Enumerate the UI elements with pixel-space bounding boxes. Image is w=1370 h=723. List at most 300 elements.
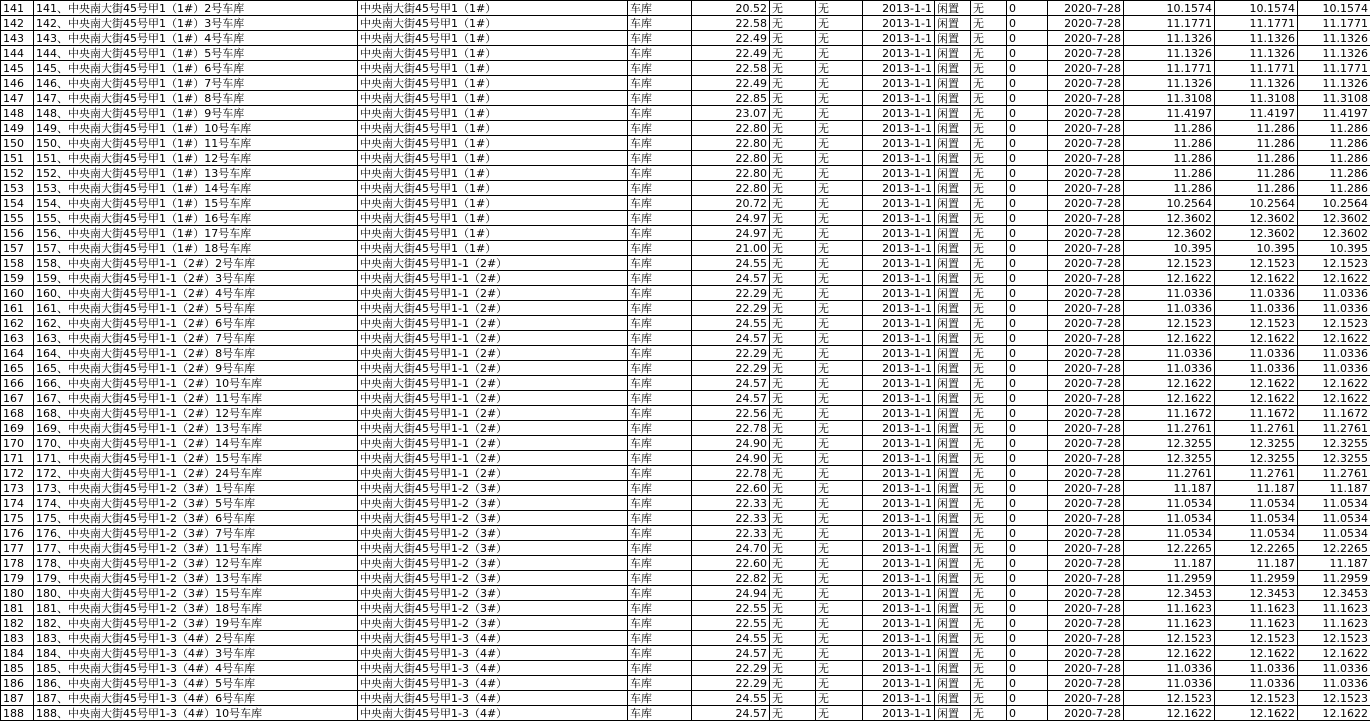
cell-area[interactable]: 22.55 (692, 601, 770, 616)
cell-address[interactable]: 中央南大街45号甲1-2（3#） (358, 571, 628, 586)
cell-none-1[interactable]: 无 (770, 346, 816, 361)
cell-value-3[interactable]: 11.187 (1298, 481, 1370, 496)
cell-area[interactable]: 24.55 (692, 316, 770, 331)
cell-property-name[interactable]: 170、中央南大街45号甲1-1（2#）14号车库 (34, 436, 358, 451)
cell-eval-date[interactable]: 2020-7-28 (1048, 136, 1124, 151)
cell-date[interactable]: 2013-1-1 (863, 526, 935, 541)
cell-property-name[interactable]: 179、中央南大街45号甲1-2（3#）13号车库 (34, 571, 358, 586)
cell-area[interactable]: 22.58 (692, 61, 770, 76)
cell-area[interactable]: 22.78 (692, 421, 770, 436)
cell-property-name[interactable]: 188、中央南大街45号甲1-3（4#）10号车库 (34, 706, 358, 721)
cell-none-2[interactable]: 无 (816, 61, 863, 76)
cell-status[interactable]: 闲置 (935, 256, 971, 271)
cell-none-3[interactable]: 无 (971, 346, 1007, 361)
cell-value-2[interactable]: 10.2564 (1215, 196, 1298, 211)
cell-value-1[interactable]: 11.1672 (1124, 406, 1215, 421)
cell-eval-date[interactable]: 2020-7-28 (1048, 181, 1124, 196)
cell-type[interactable]: 车库 (628, 541, 692, 556)
cell-date[interactable]: 2013-1-1 (863, 421, 935, 436)
cell-address[interactable]: 中央南大街45号甲1-2（3#） (358, 601, 628, 616)
cell-value-3[interactable]: 12.3602 (1298, 211, 1370, 226)
cell-eval-date[interactable]: 2020-7-28 (1048, 241, 1124, 256)
cell-eval-date[interactable]: 2020-7-28 (1048, 496, 1124, 511)
cell-property-name[interactable]: 177、中央南大街45号甲1-2（3#）11号车库 (34, 541, 358, 556)
cell-status[interactable]: 闲置 (935, 391, 971, 406)
cell-none-3[interactable]: 无 (971, 421, 1007, 436)
cell-none-3[interactable]: 无 (971, 76, 1007, 91)
cell-eval-date[interactable]: 2020-7-28 (1048, 586, 1124, 601)
cell-value-2[interactable]: 12.1622 (1215, 646, 1298, 661)
cell-row-number[interactable]: 175 (1, 511, 34, 526)
cell-area[interactable]: 24.97 (692, 226, 770, 241)
cell-zero[interactable]: 0 (1007, 691, 1048, 706)
cell-eval-date[interactable]: 2020-7-28 (1048, 676, 1124, 691)
cell-none-1[interactable]: 无 (770, 1, 816, 16)
cell-type[interactable]: 车库 (628, 646, 692, 661)
cell-value-1[interactable]: 11.0336 (1124, 286, 1215, 301)
cell-property-name[interactable]: 169、中央南大街45号甲1-1（2#）13号车库 (34, 421, 358, 436)
cell-eval-date[interactable]: 2020-7-28 (1048, 376, 1124, 391)
cell-none-1[interactable]: 无 (770, 211, 816, 226)
cell-status[interactable]: 闲置 (935, 631, 971, 646)
cell-row-number[interactable]: 160 (1, 286, 34, 301)
cell-type[interactable]: 车库 (628, 151, 692, 166)
cell-date[interactable]: 2013-1-1 (863, 256, 935, 271)
cell-value-3[interactable]: 11.286 (1298, 166, 1370, 181)
cell-none-2[interactable]: 无 (816, 196, 863, 211)
cell-none-1[interactable]: 无 (770, 451, 816, 466)
cell-none-1[interactable]: 无 (770, 241, 816, 256)
cell-value-3[interactable]: 11.1771 (1298, 61, 1370, 76)
cell-value-1[interactable]: 12.1622 (1124, 376, 1215, 391)
cell-value-3[interactable]: 12.2265 (1298, 541, 1370, 556)
cell-date[interactable]: 2013-1-1 (863, 436, 935, 451)
cell-value-2[interactable]: 11.286 (1215, 136, 1298, 151)
cell-address[interactable]: 中央南大街45号甲1（1#） (358, 31, 628, 46)
cell-value-1[interactable]: 11.1326 (1124, 76, 1215, 91)
cell-address[interactable]: 中央南大街45号甲1-1（2#） (358, 451, 628, 466)
cell-none-3[interactable]: 无 (971, 151, 1007, 166)
cell-row-number[interactable]: 151 (1, 151, 34, 166)
cell-date[interactable]: 2013-1-1 (863, 16, 935, 31)
cell-value-1[interactable]: 10.2564 (1124, 196, 1215, 211)
cell-area[interactable]: 22.80 (692, 121, 770, 136)
cell-area[interactable]: 22.80 (692, 166, 770, 181)
cell-value-2[interactable]: 11.187 (1215, 481, 1298, 496)
cell-value-2[interactable]: 12.3602 (1215, 211, 1298, 226)
cell-status[interactable]: 闲置 (935, 151, 971, 166)
cell-value-2[interactable]: 11.286 (1215, 151, 1298, 166)
cell-address[interactable]: 中央南大街45号甲1-1（2#） (358, 466, 628, 481)
cell-row-number[interactable]: 172 (1, 466, 34, 481)
cell-area[interactable]: 22.56 (692, 406, 770, 421)
cell-none-1[interactable]: 无 (770, 511, 816, 526)
cell-status[interactable]: 闲置 (935, 706, 971, 721)
cell-none-2[interactable]: 无 (816, 136, 863, 151)
cell-eval-date[interactable]: 2020-7-28 (1048, 661, 1124, 676)
cell-address[interactable]: 中央南大街45号甲1-1（2#） (358, 346, 628, 361)
cell-value-3[interactable]: 11.3108 (1298, 91, 1370, 106)
cell-zero[interactable]: 0 (1007, 616, 1048, 631)
cell-value-2[interactable]: 12.1622 (1215, 391, 1298, 406)
cell-none-3[interactable]: 无 (971, 31, 1007, 46)
cell-none-3[interactable]: 无 (971, 631, 1007, 646)
cell-zero[interactable]: 0 (1007, 91, 1048, 106)
cell-address[interactable]: 中央南大街45号甲1（1#） (358, 196, 628, 211)
cell-value-2[interactable]: 11.1771 (1215, 61, 1298, 76)
cell-date[interactable]: 2013-1-1 (863, 166, 935, 181)
cell-type[interactable]: 车库 (628, 271, 692, 286)
cell-property-name[interactable]: 168、中央南大街45号甲1-1（2#）12号车库 (34, 406, 358, 421)
cell-zero[interactable]: 0 (1007, 571, 1048, 586)
cell-type[interactable]: 车库 (628, 106, 692, 121)
cell-status[interactable]: 闲置 (935, 241, 971, 256)
cell-eval-date[interactable]: 2020-7-28 (1048, 346, 1124, 361)
cell-type[interactable]: 车库 (628, 226, 692, 241)
cell-eval-date[interactable]: 2020-7-28 (1048, 1, 1124, 16)
cell-address[interactable]: 中央南大街45号甲1-3（4#） (358, 661, 628, 676)
cell-none-3[interactable]: 无 (971, 556, 1007, 571)
cell-type[interactable]: 车库 (628, 91, 692, 106)
cell-zero[interactable]: 0 (1007, 31, 1048, 46)
cell-area[interactable]: 22.49 (692, 76, 770, 91)
cell-none-2[interactable]: 无 (816, 301, 863, 316)
cell-address[interactable]: 中央南大街45号甲1-3（4#） (358, 646, 628, 661)
cell-area[interactable]: 24.57 (692, 646, 770, 661)
cell-zero[interactable]: 0 (1007, 706, 1048, 721)
cell-eval-date[interactable]: 2020-7-28 (1048, 31, 1124, 46)
cell-eval-date[interactable]: 2020-7-28 (1048, 616, 1124, 631)
cell-eval-date[interactable]: 2020-7-28 (1048, 511, 1124, 526)
cell-zero[interactable]: 0 (1007, 271, 1048, 286)
cell-type[interactable]: 车库 (628, 136, 692, 151)
cell-type[interactable]: 车库 (628, 451, 692, 466)
cell-value-2[interactable]: 11.286 (1215, 181, 1298, 196)
cell-value-3[interactable]: 10.395 (1298, 241, 1370, 256)
cell-none-2[interactable]: 无 (816, 676, 863, 691)
cell-none-2[interactable]: 无 (816, 391, 863, 406)
cell-none-3[interactable]: 无 (971, 601, 1007, 616)
cell-status[interactable]: 闲置 (935, 286, 971, 301)
cell-row-number[interactable]: 149 (1, 121, 34, 136)
cell-area[interactable]: 24.55 (692, 691, 770, 706)
cell-area[interactable]: 21.00 (692, 241, 770, 256)
cell-none-2[interactable]: 无 (816, 181, 863, 196)
cell-none-2[interactable]: 无 (816, 106, 863, 121)
cell-value-3[interactable]: 11.0336 (1298, 676, 1370, 691)
cell-property-name[interactable]: 178、中央南大街45号甲1-2（3#）12号车库 (34, 556, 358, 571)
cell-area[interactable]: 24.70 (692, 541, 770, 556)
cell-none-3[interactable]: 无 (971, 691, 1007, 706)
cell-none-1[interactable]: 无 (770, 61, 816, 76)
cell-type[interactable]: 车库 (628, 256, 692, 271)
cell-value-3[interactable]: 11.0534 (1298, 511, 1370, 526)
cell-value-3[interactable]: 12.1622 (1298, 331, 1370, 346)
cell-value-1[interactable]: 11.2959 (1124, 571, 1215, 586)
cell-zero[interactable]: 0 (1007, 451, 1048, 466)
cell-value-2[interactable]: 11.286 (1215, 121, 1298, 136)
cell-none-3[interactable]: 无 (971, 166, 1007, 181)
cell-value-2[interactable]: 11.1623 (1215, 601, 1298, 616)
cell-none-2[interactable]: 无 (816, 271, 863, 286)
cell-zero[interactable]: 0 (1007, 226, 1048, 241)
cell-none-1[interactable]: 无 (770, 631, 816, 646)
cell-row-number[interactable]: 164 (1, 346, 34, 361)
cell-property-name[interactable]: 184、中央南大街45号甲1-3（4#）3号车库 (34, 646, 358, 661)
cell-row-number[interactable]: 170 (1, 436, 34, 451)
cell-none-1[interactable]: 无 (770, 691, 816, 706)
cell-property-name[interactable]: 155、中央南大街45号甲1（1#）16号车库 (34, 211, 358, 226)
cell-area[interactable]: 22.29 (692, 286, 770, 301)
cell-address[interactable]: 中央南大街45号甲1-2（3#） (358, 526, 628, 541)
cell-zero[interactable]: 0 (1007, 496, 1048, 511)
cell-none-1[interactable]: 无 (770, 541, 816, 556)
cell-date[interactable]: 2013-1-1 (863, 331, 935, 346)
cell-area[interactable]: 24.57 (692, 271, 770, 286)
cell-type[interactable]: 车库 (628, 376, 692, 391)
cell-status[interactable]: 闲置 (935, 556, 971, 571)
cell-type[interactable]: 车库 (628, 46, 692, 61)
cell-value-1[interactable]: 11.3108 (1124, 91, 1215, 106)
cell-value-2[interactable]: 11.187 (1215, 556, 1298, 571)
cell-none-3[interactable]: 无 (971, 526, 1007, 541)
cell-none-3[interactable]: 无 (971, 331, 1007, 346)
cell-type[interactable]: 车库 (628, 616, 692, 631)
cell-row-number[interactable]: 186 (1, 676, 34, 691)
cell-value-1[interactable]: 12.2265 (1124, 541, 1215, 556)
cell-status[interactable]: 闲置 (935, 166, 971, 181)
cell-property-name[interactable]: 175、中央南大街45号甲1-2（3#）6号车库 (34, 511, 358, 526)
cell-row-number[interactable]: 143 (1, 31, 34, 46)
cell-row-number[interactable]: 155 (1, 211, 34, 226)
cell-none-2[interactable]: 无 (816, 691, 863, 706)
cell-property-name[interactable]: 144、中央南大街45号甲1（1#）5号车库 (34, 46, 358, 61)
cell-none-2[interactable]: 无 (816, 586, 863, 601)
cell-date[interactable]: 2013-1-1 (863, 136, 935, 151)
cell-none-1[interactable]: 无 (770, 646, 816, 661)
cell-value-3[interactable]: 11.2761 (1298, 421, 1370, 436)
cell-value-3[interactable]: 11.1672 (1298, 406, 1370, 421)
cell-date[interactable]: 2013-1-1 (863, 91, 935, 106)
cell-none-1[interactable]: 无 (770, 361, 816, 376)
cell-value-3[interactable]: 11.1771 (1298, 16, 1370, 31)
cell-status[interactable]: 闲置 (935, 616, 971, 631)
cell-type[interactable]: 车库 (628, 61, 692, 76)
cell-none-3[interactable]: 无 (971, 196, 1007, 211)
cell-value-1[interactable]: 12.1622 (1124, 391, 1215, 406)
cell-address[interactable]: 中央南大街45号甲1-3（4#） (358, 706, 628, 721)
cell-address[interactable]: 中央南大街45号甲1-2（3#） (358, 616, 628, 631)
cell-none-2[interactable]: 无 (816, 286, 863, 301)
cell-zero[interactable]: 0 (1007, 286, 1048, 301)
cell-property-name[interactable]: 166、中央南大街45号甲1-1（2#）10号车库 (34, 376, 358, 391)
cell-address[interactable]: 中央南大街45号甲1（1#） (358, 166, 628, 181)
cell-none-2[interactable]: 无 (816, 226, 863, 241)
cell-area[interactable]: 22.60 (692, 556, 770, 571)
cell-value-3[interactable]: 12.3453 (1298, 586, 1370, 601)
cell-date[interactable]: 2013-1-1 (863, 151, 935, 166)
cell-none-1[interactable]: 无 (770, 106, 816, 121)
cell-address[interactable]: 中央南大街45号甲1-1（2#） (358, 436, 628, 451)
cell-row-number[interactable]: 158 (1, 256, 34, 271)
cell-property-name[interactable]: 180、中央南大街45号甲1-2（3#）15号车库 (34, 586, 358, 601)
cell-status[interactable]: 闲置 (935, 346, 971, 361)
cell-zero[interactable]: 0 (1007, 376, 1048, 391)
cell-value-3[interactable]: 11.2959 (1298, 571, 1370, 586)
cell-area[interactable]: 22.82 (692, 571, 770, 586)
cell-date[interactable]: 2013-1-1 (863, 541, 935, 556)
cell-value-2[interactable]: 11.1326 (1215, 76, 1298, 91)
cell-property-name[interactable]: 172、中央南大街45号甲1-1（2#）24号车库 (34, 466, 358, 481)
cell-eval-date[interactable]: 2020-7-28 (1048, 451, 1124, 466)
cell-value-2[interactable]: 12.1523 (1215, 691, 1298, 706)
cell-date[interactable]: 2013-1-1 (863, 211, 935, 226)
cell-value-3[interactable]: 11.2761 (1298, 466, 1370, 481)
cell-none-1[interactable]: 无 (770, 46, 816, 61)
cell-none-1[interactable]: 无 (770, 196, 816, 211)
cell-zero[interactable]: 0 (1007, 421, 1048, 436)
cell-address[interactable]: 中央南大街45号甲1（1#） (358, 16, 628, 31)
cell-status[interactable]: 闲置 (935, 301, 971, 316)
cell-eval-date[interactable]: 2020-7-28 (1048, 256, 1124, 271)
cell-none-3[interactable]: 无 (971, 301, 1007, 316)
cell-type[interactable]: 车库 (628, 691, 692, 706)
cell-value-1[interactable]: 11.2761 (1124, 466, 1215, 481)
cell-address[interactable]: 中央南大街45号甲1-2（3#） (358, 556, 628, 571)
cell-zero[interactable]: 0 (1007, 361, 1048, 376)
cell-eval-date[interactable]: 2020-7-28 (1048, 631, 1124, 646)
cell-zero[interactable]: 0 (1007, 466, 1048, 481)
cell-zero[interactable]: 0 (1007, 136, 1048, 151)
cell-address[interactable]: 中央南大街45号甲1-3（4#） (358, 676, 628, 691)
cell-type[interactable]: 车库 (628, 496, 692, 511)
cell-type[interactable]: 车库 (628, 481, 692, 496)
cell-value-2[interactable]: 11.0534 (1215, 526, 1298, 541)
cell-eval-date[interactable]: 2020-7-28 (1048, 466, 1124, 481)
cell-property-name[interactable]: 148、中央南大街45号甲1（1#）9号车库 (34, 106, 358, 121)
cell-status[interactable]: 闲置 (935, 571, 971, 586)
cell-status[interactable]: 闲置 (935, 511, 971, 526)
cell-value-1[interactable]: 12.1523 (1124, 256, 1215, 271)
cell-property-name[interactable]: 185、中央南大街45号甲1-3（4#）4号车库 (34, 661, 358, 676)
cell-row-number[interactable]: 165 (1, 361, 34, 376)
cell-status[interactable]: 闲置 (935, 601, 971, 616)
cell-type[interactable]: 车库 (628, 316, 692, 331)
cell-property-name[interactable]: 183、中央南大街45号甲1-3（4#）2号车库 (34, 631, 358, 646)
cell-row-number[interactable]: 157 (1, 241, 34, 256)
cell-value-1[interactable]: 12.3255 (1124, 451, 1215, 466)
cell-row-number[interactable]: 178 (1, 556, 34, 571)
cell-property-name[interactable]: 151、中央南大街45号甲1（1#）12号车库 (34, 151, 358, 166)
cell-none-3[interactable]: 无 (971, 376, 1007, 391)
cell-row-number[interactable]: 185 (1, 661, 34, 676)
cell-property-name[interactable]: 156、中央南大街45号甲1（1#）17号车库 (34, 226, 358, 241)
cell-none-1[interactable]: 无 (770, 271, 816, 286)
cell-row-number[interactable]: 171 (1, 451, 34, 466)
cell-type[interactable]: 车库 (628, 586, 692, 601)
cell-zero[interactable]: 0 (1007, 76, 1048, 91)
cell-status[interactable]: 闲置 (935, 46, 971, 61)
cell-type[interactable]: 车库 (628, 1, 692, 16)
cell-type[interactable]: 车库 (628, 676, 692, 691)
cell-none-3[interactable]: 无 (971, 541, 1007, 556)
cell-value-2[interactable]: 11.0534 (1215, 496, 1298, 511)
cell-value-1[interactable]: 12.3453 (1124, 586, 1215, 601)
cell-zero[interactable]: 0 (1007, 541, 1048, 556)
cell-none-2[interactable]: 无 (816, 46, 863, 61)
cell-date[interactable]: 2013-1-1 (863, 181, 935, 196)
cell-row-number[interactable]: 156 (1, 226, 34, 241)
cell-property-name[interactable]: 157、中央南大街45号甲1（1#）18号车库 (34, 241, 358, 256)
cell-status[interactable]: 闲置 (935, 481, 971, 496)
cell-eval-date[interactable]: 2020-7-28 (1048, 196, 1124, 211)
cell-none-2[interactable]: 无 (816, 631, 863, 646)
cell-address[interactable]: 中央南大街45号甲1-1（2#） (358, 421, 628, 436)
cell-none-2[interactable]: 无 (816, 556, 863, 571)
cell-property-name[interactable]: 164、中央南大街45号甲1-1（2#）8号车库 (34, 346, 358, 361)
cell-property-name[interactable]: 161、中央南大街45号甲1-1（2#）5号车库 (34, 301, 358, 316)
cell-address[interactable]: 中央南大街45号甲1（1#） (358, 181, 628, 196)
cell-eval-date[interactable]: 2020-7-28 (1048, 601, 1124, 616)
cell-value-1[interactable]: 11.0534 (1124, 511, 1215, 526)
cell-value-1[interactable]: 11.1623 (1124, 616, 1215, 631)
cell-row-number[interactable]: 173 (1, 481, 34, 496)
cell-date[interactable]: 2013-1-1 (863, 451, 935, 466)
cell-row-number[interactable]: 166 (1, 376, 34, 391)
cell-type[interactable]: 车库 (628, 76, 692, 91)
cell-eval-date[interactable]: 2020-7-28 (1048, 271, 1124, 286)
cell-address[interactable]: 中央南大街45号甲1（1#） (358, 241, 628, 256)
cell-eval-date[interactable]: 2020-7-28 (1048, 151, 1124, 166)
cell-value-2[interactable]: 12.3453 (1215, 586, 1298, 601)
cell-row-number[interactable]: 144 (1, 46, 34, 61)
cell-value-1[interactable]: 12.1622 (1124, 271, 1215, 286)
cell-address[interactable]: 中央南大街45号甲1-1（2#） (358, 256, 628, 271)
cell-value-2[interactable]: 11.0336 (1215, 301, 1298, 316)
cell-value-1[interactable]: 12.1523 (1124, 631, 1215, 646)
cell-value-3[interactable]: 12.3602 (1298, 226, 1370, 241)
cell-zero[interactable]: 0 (1007, 676, 1048, 691)
cell-date[interactable]: 2013-1-1 (863, 346, 935, 361)
cell-value-3[interactable]: 12.1523 (1298, 316, 1370, 331)
cell-address[interactable]: 中央南大街45号甲1（1#） (358, 46, 628, 61)
cell-zero[interactable]: 0 (1007, 406, 1048, 421)
cell-value-2[interactable]: 11.1326 (1215, 31, 1298, 46)
cell-none-1[interactable]: 无 (770, 586, 816, 601)
cell-value-2[interactable]: 12.1523 (1215, 631, 1298, 646)
cell-zero[interactable]: 0 (1007, 181, 1048, 196)
cell-eval-date[interactable]: 2020-7-28 (1048, 301, 1124, 316)
cell-none-2[interactable]: 无 (816, 511, 863, 526)
cell-none-3[interactable]: 无 (971, 256, 1007, 271)
cell-status[interactable]: 闲置 (935, 421, 971, 436)
cell-status[interactable]: 闲置 (935, 466, 971, 481)
cell-none-2[interactable]: 无 (816, 151, 863, 166)
cell-date[interactable]: 2013-1-1 (863, 361, 935, 376)
cell-none-2[interactable]: 无 (816, 1, 863, 16)
cell-row-number[interactable]: 169 (1, 421, 34, 436)
cell-value-3[interactable]: 12.1622 (1298, 646, 1370, 661)
cell-area[interactable]: 22.55 (692, 616, 770, 631)
cell-status[interactable]: 闲置 (935, 16, 971, 31)
cell-value-1[interactable]: 11.2761 (1124, 421, 1215, 436)
cell-type[interactable]: 车库 (628, 526, 692, 541)
cell-property-name[interactable]: 181、中央南大街45号甲1-2（3#）18号车库 (34, 601, 358, 616)
cell-none-2[interactable]: 无 (816, 496, 863, 511)
cell-zero[interactable]: 0 (1007, 16, 1048, 31)
cell-none-1[interactable]: 无 (770, 136, 816, 151)
cell-area[interactable]: 22.78 (692, 466, 770, 481)
